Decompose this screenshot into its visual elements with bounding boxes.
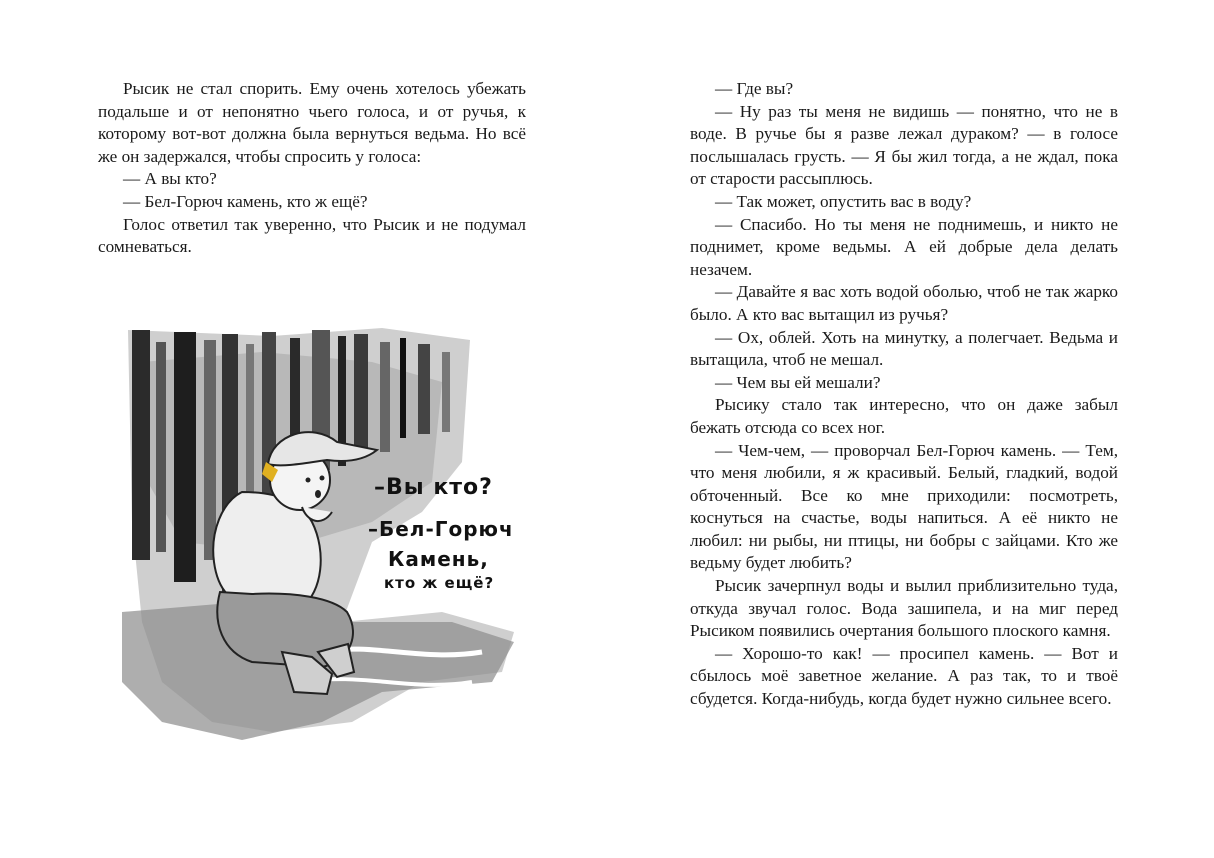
paragraph: Рысику стало так интересно, что он даже забыл бежать отсюда со всех ног. [690, 395, 1118, 437]
paragraph: — Ну раз ты меня не видишь — понятно, что не в воде. В ручье бы я разве лежал дураком? — в голосе послышалась грусть. — Я бы жил тогда, а не ждал, пока от старости рассыплюсь. [690, 101, 1118, 189]
paragraph: — Ох, облей. Хоть на минутку, а полегчает. Ведьма и вытащила, чтоб не мешал. [690, 327, 1118, 370]
boy-illustration [122, 322, 514, 740]
paragraph: — Бел-Горюч камень, кто ж ещё? [123, 191, 368, 211]
paragraph: — Так может, опустить вас в воду? [715, 191, 972, 211]
speech-line: кто ж ещё? [384, 574, 495, 592]
paragraph: — Спасибо. Но ты меня не поднимешь, и никто не поднимет, кроме ведьмы. А ей добрые дела делать незачем. [690, 214, 1118, 279]
paragraph: Голос ответил так уверенно, что Рысик и не подумал сомневаться. [98, 214, 526, 257]
speech-line: –Бел-Горюч [368, 517, 514, 541]
right-text-column [690, 78, 1118, 711]
speech-line: Камень, [388, 547, 489, 571]
paragraph: — Чем вы ей мешали? [715, 372, 881, 392]
right-page [607, 0, 1214, 858]
paragraph: — Хорошо-то как! — просипел камень. — Вот и сбылось моё заветное желание. А раз так, то и твоё сбудется. Когда-нибудь, когда будет нужно сильнее всего. [690, 643, 1118, 709]
paragraph: Рысик зачерпнул воды и вылил приблизительно туда, откуда звучал голос. Вода зашипела, и на миг перед Рысиком появились очертания большого плоского камня. [690, 576, 1118, 641]
left-text-column [98, 78, 526, 259]
paragraph: — Чем-чем, — проворчал Бел-Горюч камень. — Тем, что меня любили, я ж красивый. Белый, гладкий, водой обточенный. Все ко мне приходили: посмотреть, коснуться на счастье, воды напиться. А её никто не любил: ни рыбы, ни птицы, ни бобры с зайцами. Кто же ведьму будет любить? [690, 440, 1118, 573]
paragraph: — Где вы? [715, 79, 794, 98]
paragraph: Рысик не стал спорить. Ему очень хотелось убежать подальше и от непонятно чьего голоса, и от ручья, к которому вот-вот должна была вернуться ведьма. Но всё же он задержался, чтобы спросить у голоса: [98, 79, 526, 166]
speech-line: –Вы кто? [374, 475, 493, 500]
paragraph: — А вы кто? [123, 169, 217, 189]
paragraph: — Давайте я вас хоть водой оболью, чтоб не так жарко было. А кто вас вытащил из ручья? [690, 282, 1118, 324]
